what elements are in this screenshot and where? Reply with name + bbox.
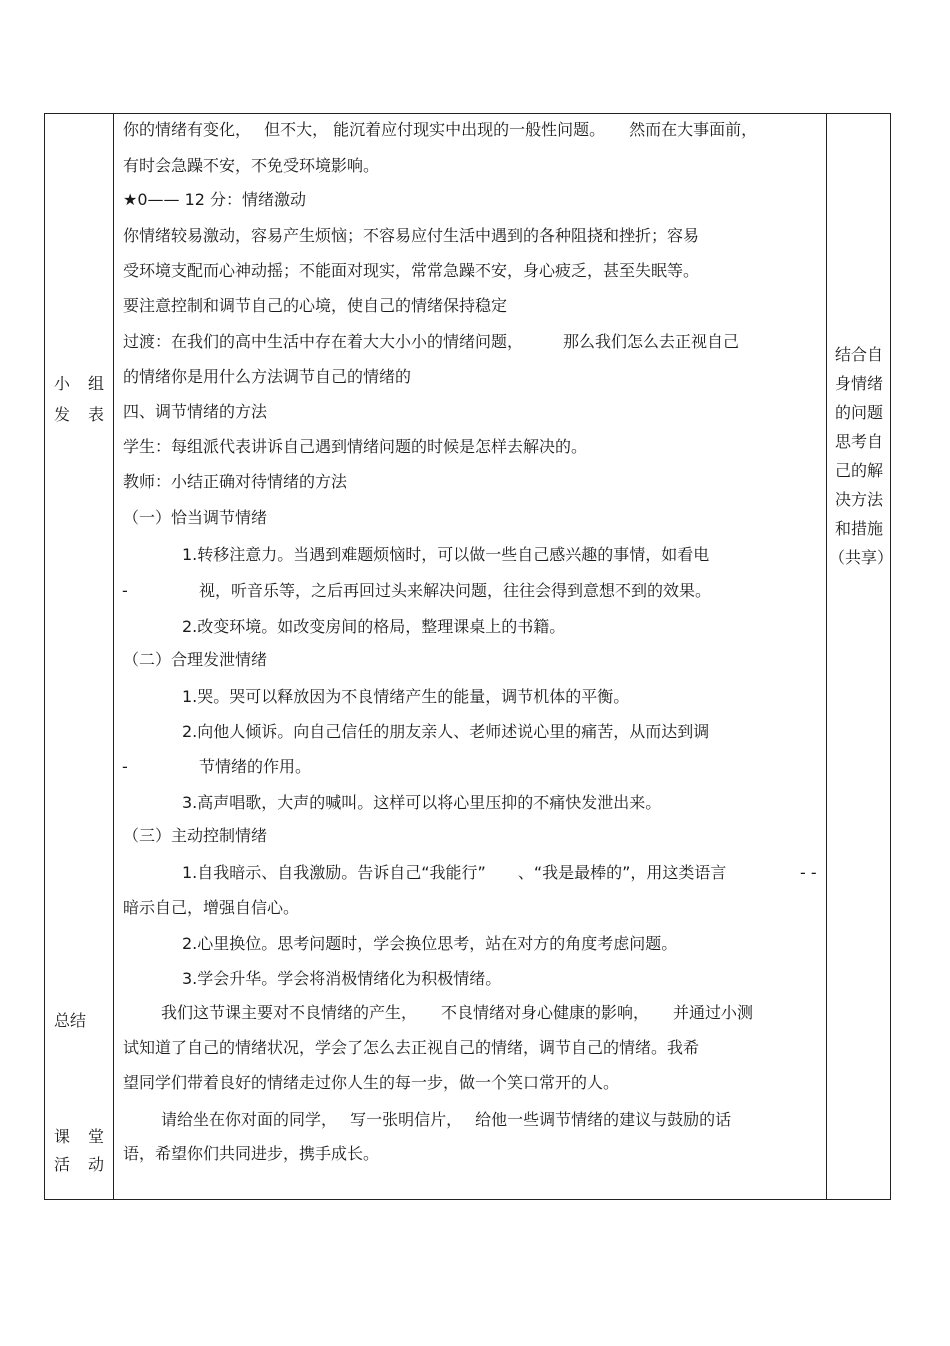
content-line: 教师：小结正确对待情绪的方法 <box>123 472 348 491</box>
content-line: 望同学们带着良好的情绪走过你人生的每一步，做一个笑口常开的人。 <box>123 1073 620 1092</box>
column-divider-right <box>826 114 827 1199</box>
dash-mark: - <box>122 581 128 600</box>
content-line: 我们这节课主要对不良情绪的产生， 不良情绪对身心健康的影响， 并通过小测 <box>161 1003 754 1022</box>
label-summary: 总结 <box>54 1011 87 1030</box>
content-line: 受环境支配而心神动摇；不能面对现实，常常急躁不安，身心疲乏，甚至失眠等。 <box>123 261 700 280</box>
content-line: 语，希望你们共同进步，携手成长。 <box>123 1144 380 1163</box>
content-line: 你情绪较易激动，容易产生烦恼；不容易应付生活中遇到的各种阻挠和挫折；容易 <box>123 226 700 245</box>
content-line: 节情绪的作用。 <box>199 757 312 776</box>
subsection-heading: （三）主动控制情绪 <box>123 826 268 845</box>
label-group-present-1: 小 组 <box>54 374 106 393</box>
right-note: 结合自身情绪的问题思考自己的解决方法和措施（共享） <box>829 345 894 567</box>
section-heading: 四、调节情绪的方法 <box>123 402 268 421</box>
content-line: 你的情绪有变化， 但不大， 能沉着应付现实中出现的一般性问题。 然而在大事面前， <box>123 120 758 139</box>
column-divider-left <box>113 114 114 1199</box>
content-line: ★0—— 12 分：情绪激动 <box>123 190 307 209</box>
label-class-activity-2: 活 动 <box>54 1155 106 1174</box>
content-line: 2.心里换位。思考问题时，学会换位思考，站在对方的角度考虑问题。 <box>182 934 678 953</box>
content-line: 视，听音乐等，之后再回过头来解决问题，往往会得到意想不到的效果。 <box>199 581 712 600</box>
content-line: 要注意控制和调节自己的心境，使自己的情绪保持稳定 <box>123 296 508 315</box>
content-line: 1.哭。哭可以释放因为不良情绪产生的能量，调节机体的平衡。 <box>182 687 630 706</box>
content-line: 3.高声唱歌，大声的喊叫。这样可以将心里压抑的不痛快发泄出来。 <box>182 793 662 812</box>
label-class-activity-1: 课 堂 <box>54 1127 106 1146</box>
label-group-present-2: 发 表 <box>54 405 106 424</box>
dash-mark: - - <box>800 863 817 882</box>
content-line: 过渡：在我们的高中生活中存在着大大小小的情绪问题， 那么我们怎么去正视自己 <box>123 332 740 351</box>
content-line: 暗示自己，增强自信心。 <box>123 898 300 917</box>
content-line: 2.改变环境。如改变房间的格局，整理课桌上的书籍。 <box>182 617 566 636</box>
content-line: 有时会急躁不安，不免受环境影响。 <box>123 156 380 175</box>
content-line: 3.学会升华。学会将消极情绪化为积极情绪。 <box>182 969 502 988</box>
subsection-heading: （一）恰当调节情绪 <box>123 508 268 527</box>
content-line: 1.转移注意力。当遇到难题烦恼时，可以做一些自己感兴趣的事情，如看电 <box>182 545 710 564</box>
content-line: 试知道了自己的情绪状况，学会了怎么去正视自己的情绪，调节自己的情绪。我希 <box>123 1038 700 1057</box>
content-line: 1.自我暗示、自我激励。告诉自己“我能行” 、“我是最棒的”，用这类语言 <box>182 863 727 882</box>
dash-mark: - <box>122 757 128 776</box>
subsection-heading: （二）合理发泄情绪 <box>123 650 268 669</box>
content-line: 的情绪你是用什么方法调节自己的情绪的 <box>123 367 412 386</box>
content-line: 请给坐在你对面的同学， 写一张明信片， 给他一些调节情绪的建议与鼓励的话 <box>161 1110 732 1129</box>
content-line: 2.向他人倾诉。向自己信任的朋友亲人、老师述说心里的痛苦，从而达到调 <box>182 722 710 741</box>
content-line: 学生：每组派代表讲诉自己遇到情绪问题的时候是怎样去解决的。 <box>123 437 588 456</box>
